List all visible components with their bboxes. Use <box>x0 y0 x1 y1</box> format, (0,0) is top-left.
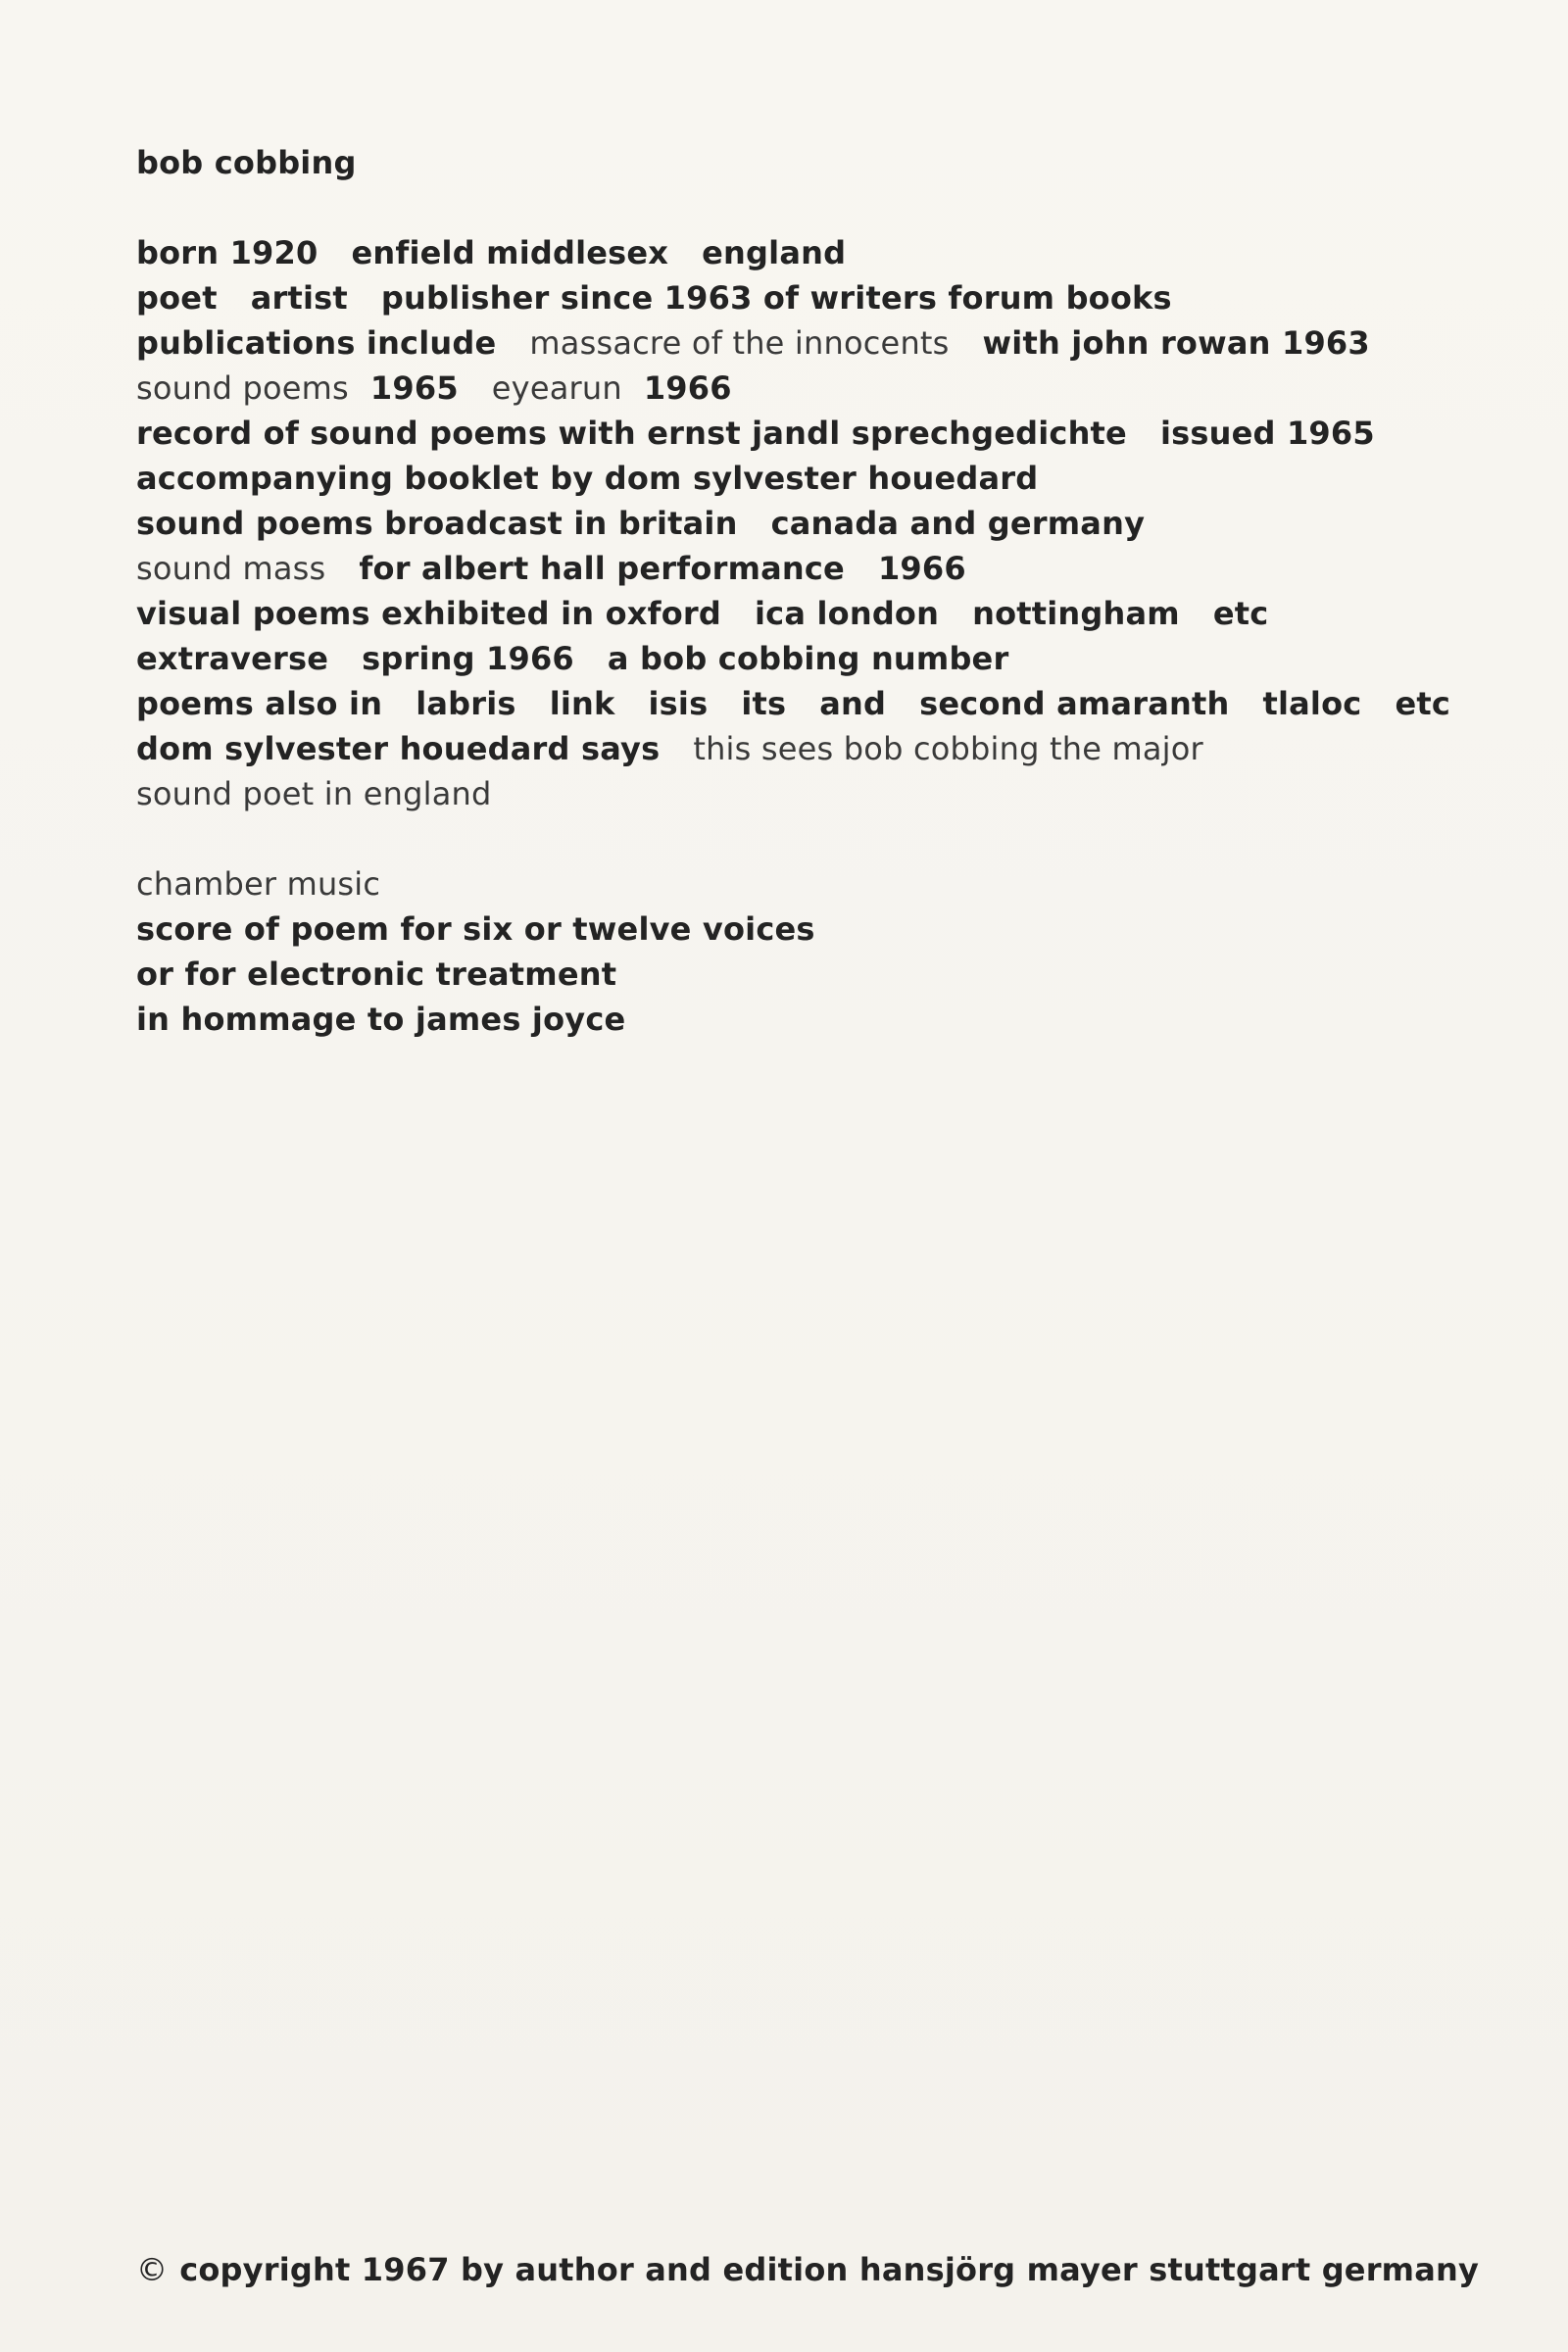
bio-line <box>136 456 1440 501</box>
bio-text-segment: poet <box>136 279 218 317</box>
bio-line <box>136 320 1440 366</box>
chamber-text-segment: chamber music <box>136 865 381 903</box>
bio-text-segment: sound poems <box>136 369 349 407</box>
copyright-text: copyright 1967 by author and edition hansjörg mayer stuttgart germany <box>179 2251 1480 2288</box>
bio-line <box>136 636 1440 681</box>
biography-section <box>136 230 1451 816</box>
bio-text-segment: massacre of the innocents <box>529 324 950 362</box>
bio-text-segment: canada and germany <box>770 505 1146 542</box>
bio-line <box>136 501 1440 546</box>
bio-line <box>136 546 1440 591</box>
bio-text-segment: nottingham <box>972 595 1180 632</box>
page-content <box>136 143 1451 1042</box>
bio-text-segment: poems also in <box>136 685 383 722</box>
bio-text-segment: record of sound poems with ernst jandl sprechgedichte <box>136 415 1127 452</box>
bio-text-segment: etc <box>1212 595 1269 632</box>
bio-text-segment: issued 1965 <box>1159 415 1375 452</box>
chamber-line <box>136 906 1440 952</box>
bio-text-segment: extraverse <box>136 640 329 677</box>
bio-text-segment: 1966 <box>643 369 732 407</box>
bio-text-segment: this sees bob cobbing the major <box>693 730 1203 767</box>
bio-text-segment: 1965 <box>369 369 459 407</box>
chamber-music-section <box>136 861 1440 1042</box>
bio-line <box>136 726 1440 771</box>
bio-text-segment: enfield middlesex <box>351 234 669 271</box>
bio-text-segment: england <box>702 234 847 271</box>
chamber-line <box>136 997 1440 1042</box>
page-title: bob cobbing <box>136 144 357 181</box>
bio-text-segment: second amaranth <box>919 685 1230 722</box>
bio-line <box>136 366 1440 411</box>
bio-text-segment: isis <box>648 685 709 722</box>
chamber-text-segment: or for electronic treatment <box>136 956 617 993</box>
bio-text-segment: sound poems broadcast in britain <box>136 505 738 542</box>
bio-text-segment: artist <box>250 279 348 317</box>
bio-text-segment: ica london <box>755 595 940 632</box>
bio-text-segment: born 1920 <box>136 234 318 271</box>
bio-line <box>136 771 1440 816</box>
bio-text-segment: and <box>819 685 887 722</box>
bio-text-segment: link <box>549 685 615 722</box>
bio-text-segment: sound poet in england <box>136 775 492 812</box>
bio-line <box>136 230 1440 275</box>
bio-text-segment: accompanying booklet by dom sylvester houedard <box>136 460 1039 497</box>
bio-text-segment: for albert hall performance <box>359 550 845 587</box>
bio-text-segment: spring 1966 <box>362 640 574 677</box>
bio-line <box>136 411 1440 456</box>
bio-text-segment: eyearun <box>491 369 622 407</box>
bio-text-segment: a bob cobbing number <box>607 640 1009 677</box>
bio-text-segment: publisher since 1963 of writers forum books <box>380 279 1172 317</box>
bio-text-segment: etc <box>1395 685 1451 722</box>
chamber-text-segment: in hommage to james joyce <box>136 1001 626 1038</box>
bio-text-segment: labris <box>416 685 516 722</box>
bio-text-segment: visual poems exhibited in oxford <box>136 595 722 632</box>
bio-text-segment: dom sylvester houedard says <box>136 730 661 767</box>
bio-text-segment: with john rowan 1963 <box>982 324 1370 362</box>
bio-line <box>136 275 1440 320</box>
bio-line <box>136 591 1440 636</box>
chamber-line <box>136 861 1440 906</box>
copyright-icon: © <box>136 2251 169 2288</box>
bio-text-segment: 1966 <box>877 550 966 587</box>
copyright-line <box>136 2250 1479 2289</box>
bio-line <box>136 681 1451 726</box>
bio-text-segment: its <box>741 685 787 722</box>
chamber-line <box>136 952 1440 997</box>
chamber-text-segment: score of poem for six or twelve voices <box>136 910 815 948</box>
bio-text-segment: publications include <box>136 324 497 362</box>
bio-text-segment: sound mass <box>136 550 326 587</box>
bio-text-segment: tlaloc <box>1262 685 1362 722</box>
